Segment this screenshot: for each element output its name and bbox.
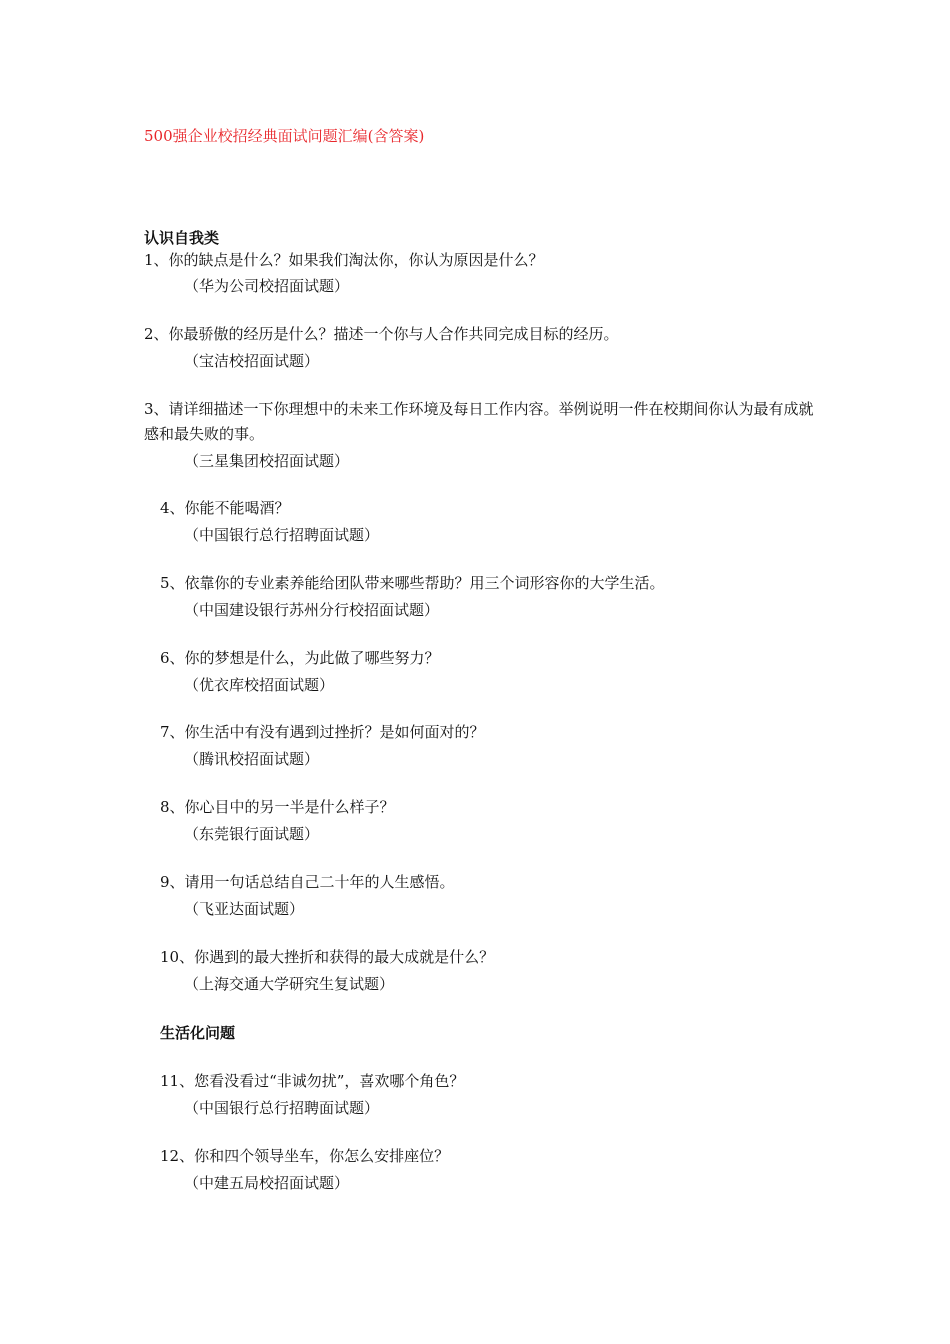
question-4 <box>160 496 290 521</box>
question-source: （腾讯校招面试题） <box>184 750 320 768</box>
question-text: 2、你最骄傲的经历是什么？描述一个你与人合作共同完成目标的经历。 <box>144 325 619 343</box>
question-2 <box>144 322 619 347</box>
question-source: （华为公司校招面试题） <box>184 277 350 295</box>
question-source: （三星集团校招面试题） <box>184 452 350 470</box>
question-source: （中国建设银行苏州分行校招面试题） <box>184 601 440 619</box>
question-text: 5、依靠你的专业素养能给团队带来哪些帮助？用三个词形容你的大学生活。 <box>160 574 665 592</box>
question-text: 11、您看没看过“非诚勿扰”，喜欢哪个角色？ <box>160 1072 465 1090</box>
question-9 <box>160 870 455 895</box>
question-text: 6、你的梦想是什么，为此做了哪些努力？ <box>160 649 440 667</box>
question-3 <box>144 397 814 447</box>
question-11 <box>160 1069 464 1094</box>
question-10 <box>160 945 494 970</box>
question-source: （宝洁校招面试题） <box>184 352 320 370</box>
question-source: （中建五局校招面试题） <box>184 1174 350 1192</box>
question-source: （上海交通大学研究生复试题） <box>184 975 395 993</box>
document-title: 500强企业校招经典面试问题汇编(含答案) <box>144 127 425 145</box>
question-source: （优衣库校招面试题） <box>184 676 335 694</box>
question-text: 10、你遇到的最大挫折和获得的最大成就是什么？ <box>160 948 495 966</box>
question-text: 12、你和四个领导坐车，你怎么安排座位？ <box>160 1147 450 1165</box>
question-text: 7、你生活中有没有遇到过挫折？是如何面对的？ <box>160 723 485 741</box>
question-12 <box>160 1144 449 1169</box>
section-heading-self-awareness: 认识自我类 <box>144 229 220 247</box>
question-text: 8、你心目中的另一半是什么样子？ <box>160 798 395 816</box>
question-1 <box>144 248 544 273</box>
question-7 <box>160 720 485 745</box>
question-text: 3、请详细描述一下你理想中的未来工作环境及每日工作内容。举例说明一件在校期间你认为最有成就感和最失败的事。 <box>144 400 814 443</box>
question-5 <box>160 571 665 596</box>
question-source: （中国银行总行招聘面试题） <box>184 1099 380 1117</box>
question-source: （东莞银行面试题） <box>184 825 320 843</box>
question-source: （飞亚达面试题） <box>184 900 305 918</box>
question-text: 1、你的缺点是什么？如果我们淘汰你，你认为原因是什么？ <box>144 251 544 269</box>
question-source: （中国银行总行招聘面试题） <box>184 526 380 544</box>
section-heading-life-questions: 生活化问题 <box>160 1024 236 1042</box>
question-text: 4、你能不能喝酒？ <box>160 499 290 517</box>
question-8 <box>160 795 395 820</box>
question-6 <box>160 646 440 671</box>
question-text: 9、请用一句话总结自己二十年的人生感悟。 <box>160 873 455 891</box>
